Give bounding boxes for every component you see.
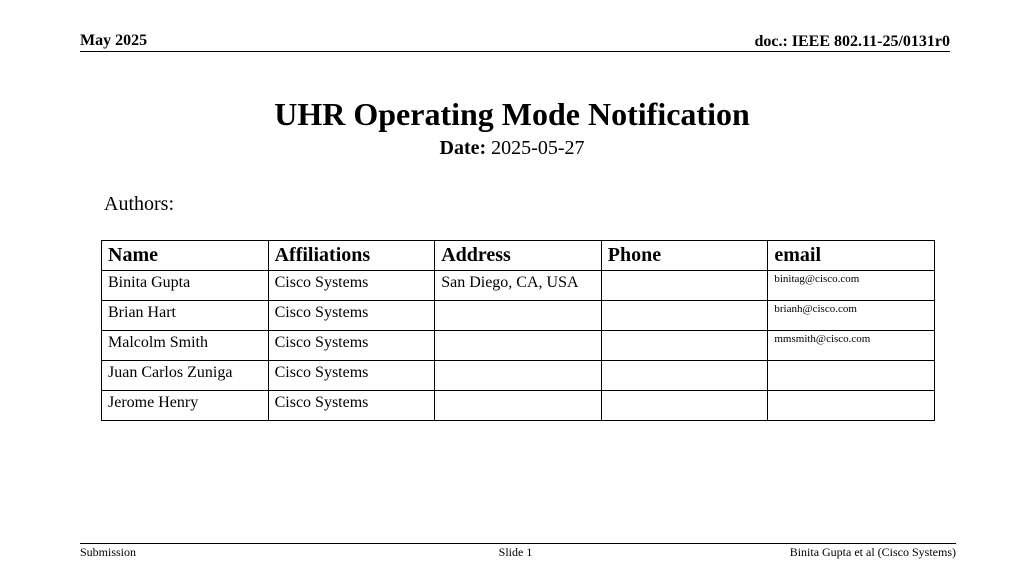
table-row	[102, 391, 935, 421]
cell-address	[435, 361, 602, 391]
cell-address: San Diego, CA, USA	[435, 271, 602, 301]
cell-phone	[601, 391, 768, 421]
date-value: 2025-05-27	[491, 137, 585, 159]
cell-email	[768, 361, 935, 391]
table-row	[102, 331, 935, 361]
col-header-affiliations: Affiliations	[268, 241, 435, 271]
cell-email: binitag@cisco.com	[768, 271, 935, 301]
table-header-row	[102, 241, 935, 271]
cell-address	[435, 391, 602, 421]
cell-affiliation: Cisco Systems	[268, 361, 435, 391]
footer-authors: Binita Gupta et al (Cisco Systems)	[789, 545, 956, 559]
footer-slide-number: Slide 1	[498, 545, 533, 559]
cell-name: Juan Carlos Zuniga	[102, 361, 269, 391]
cell-name: Brian Hart	[102, 301, 269, 331]
col-header-address: Address	[435, 241, 602, 271]
cell-phone	[601, 361, 768, 391]
col-header-phone: Phone	[601, 241, 768, 271]
cell-email: mmsmith@cisco.com	[768, 331, 935, 361]
col-header-name: Name	[102, 241, 269, 271]
cell-affiliation: Cisco Systems	[268, 271, 435, 301]
table-row	[102, 361, 935, 391]
footer-submission: Submission	[80, 545, 137, 559]
footer-rule	[80, 543, 956, 544]
cell-address	[435, 331, 602, 361]
cell-affiliation: Cisco Systems	[268, 301, 435, 331]
cell-name: Jerome Henry	[102, 391, 269, 421]
cell-phone	[601, 301, 768, 331]
header-date: May 2025	[80, 32, 148, 49]
header-doc-id: doc.: IEEE 802.11-25/0131r0	[754, 33, 950, 50]
slide-title: UHR Operating Mode Notification	[274, 96, 750, 132]
cell-name: Binita Gupta	[102, 271, 269, 301]
date-label: Date:	[439, 137, 487, 159]
table-row	[102, 271, 935, 301]
cell-phone	[601, 331, 768, 361]
cell-address	[435, 301, 602, 331]
cell-name: Malcolm Smith	[102, 331, 269, 361]
table-row	[102, 301, 935, 331]
cell-affiliation: Cisco Systems	[268, 391, 435, 421]
date-line	[0, 136, 1024, 160]
authors-label: Authors:	[104, 193, 174, 215]
authors-table	[101, 240, 935, 421]
cell-affiliation: Cisco Systems	[268, 331, 435, 361]
cell-email: brianh@cisco.com	[768, 301, 935, 331]
header-rule	[80, 51, 950, 52]
col-header-email: email	[768, 241, 935, 271]
cell-phone	[601, 271, 768, 301]
cell-email	[768, 391, 935, 421]
